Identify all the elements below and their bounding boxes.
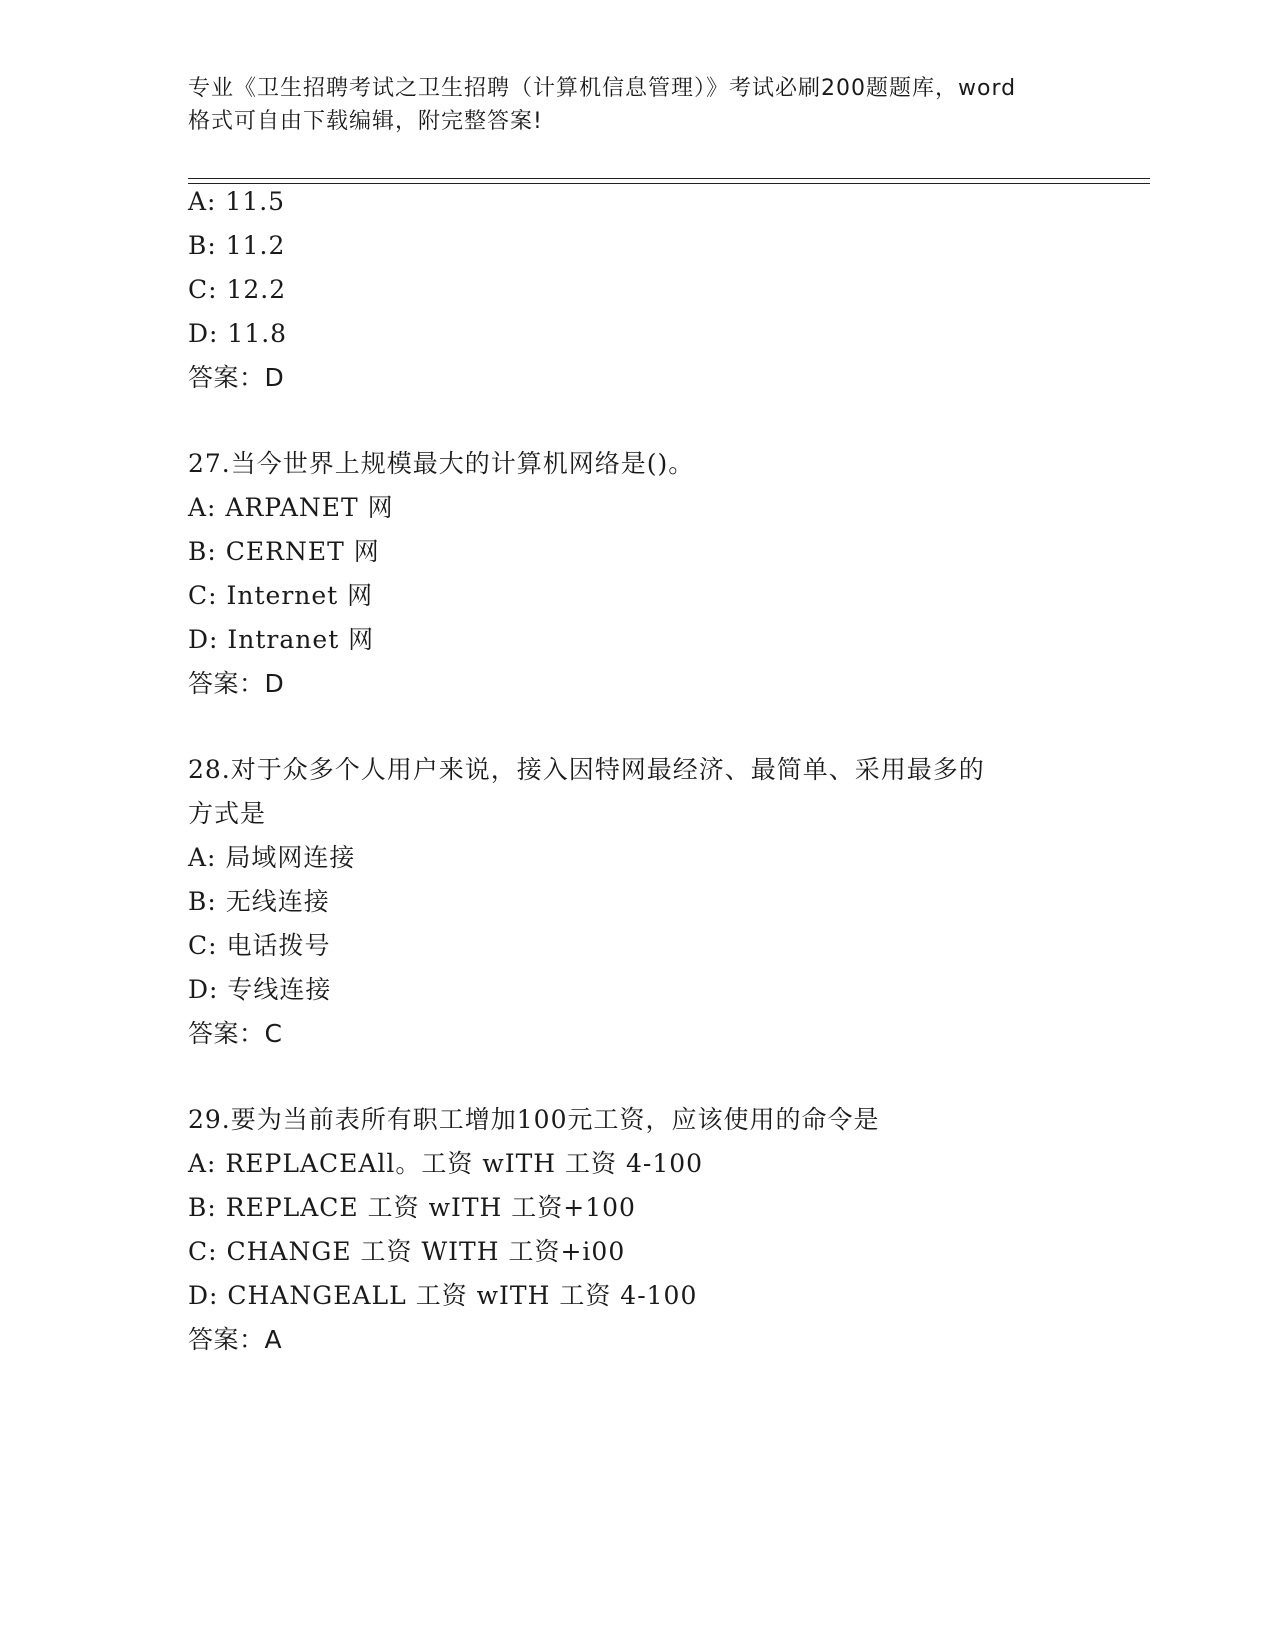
q28-option-d: D: 专线连接 <box>188 975 332 1004</box>
q28-option-a: A: 局域网连接 <box>188 843 356 872</box>
q28-option-b: B: 无线连接 <box>188 887 330 916</box>
q29-option-d: D: CHANGEALL 工资 wITH 工资 4-100 <box>188 1281 698 1310</box>
header-line-2: 格式可自由下载编辑，附完整答案! <box>188 109 543 134</box>
q28-question-line-1: 28.对于众多个人用户来说，接入因特网最经济、最简单、采用最多的 <box>188 755 985 784</box>
header-divider-bottom <box>188 183 1150 184</box>
q26-option-b: B: 11.2 <box>188 231 286 260</box>
q29-answer: 答案：A <box>188 1325 283 1354</box>
q27-question: 27.当今世界上规模最大的计算机网络是()。 <box>188 449 695 478</box>
q27-option-c: C: Internet 网 <box>188 581 374 610</box>
header-divider-top <box>188 178 1150 179</box>
q28-option-c: C: 电话拨号 <box>188 931 331 960</box>
q29-option-c: C: CHANGE 工资 WITH 工资+i00 <box>188 1237 626 1266</box>
q27-answer: 答案：D <box>188 669 285 698</box>
q28-answer: 答案：C <box>188 1019 283 1048</box>
q26-option-d: D: 11.8 <box>188 319 288 348</box>
q29-question: 29.要为当前表所有职工增加100元工资，应该使用的命令是 <box>188 1105 880 1134</box>
q29-option-a: A: REPLACEAll。工资 wITH 工资 4-100 <box>188 1149 704 1178</box>
q27-option-a: A: ARPANET 网 <box>188 493 394 522</box>
document-header <box>188 72 1088 138</box>
header-line-1: 专业《卫生招聘考试之卫生招聘（计算机信息管理）》考试必刷200题题库，word <box>188 76 1017 101</box>
q29-option-b: B: REPLACE 工资 wITH 工资+100 <box>188 1193 636 1222</box>
q26-option-a: A: 11.5 <box>188 187 286 216</box>
q26-option-c: C: 12.2 <box>188 275 287 304</box>
q27-option-d: D: Intranet 网 <box>188 625 375 654</box>
q27-option-b: B: CERNET 网 <box>188 537 380 566</box>
q28-question-line-2: 方式是 <box>188 799 267 828</box>
q26-answer: 答案：D <box>188 363 285 392</box>
